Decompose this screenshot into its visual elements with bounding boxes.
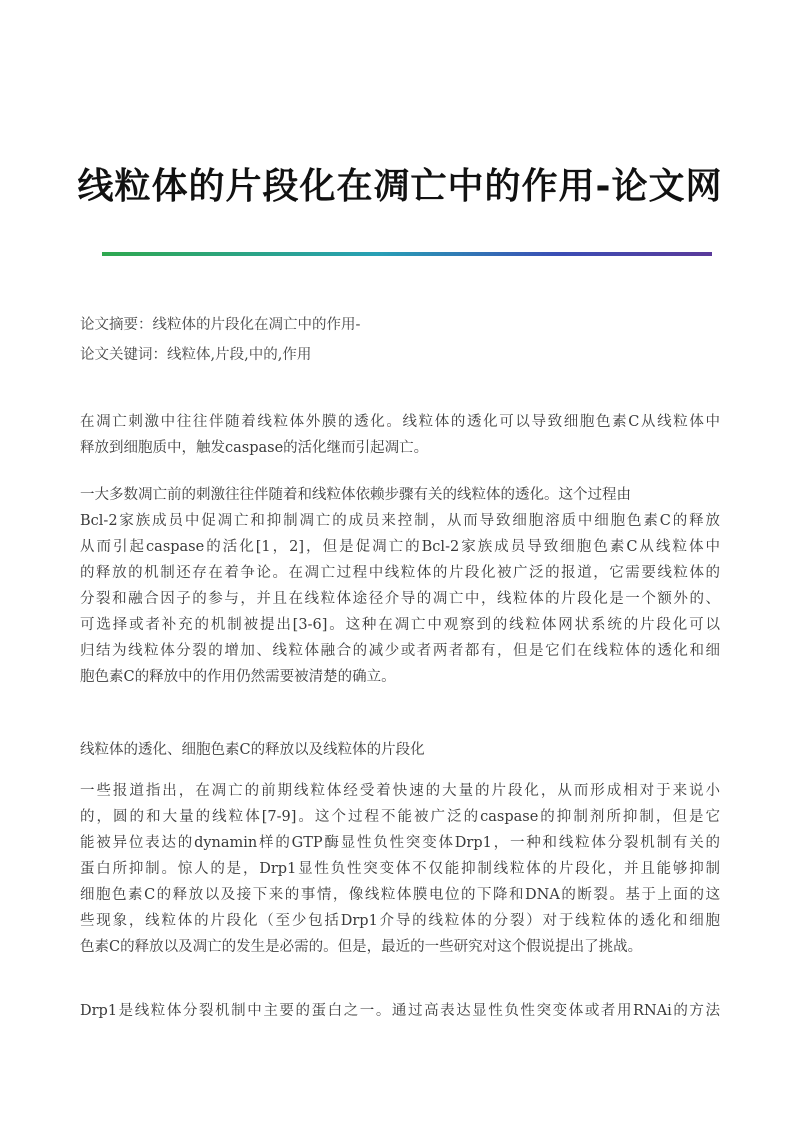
title-divider <box>102 252 712 256</box>
paragraph-line: 些现象，线粒体的片段化（至少包括Drp1介导的线粒体的分裂）对于线粒体的透化和细胞 <box>80 913 720 929</box>
paragraph-line: Bcl-2家族成员中促凋亡和抑制凋亡的成员来控制，从而导致细胞溶质中细胞色素C的释放 <box>80 513 720 529</box>
paragraph-line: 能被异位表达的dynamin样的GTP酶显性负性突变体Drp1，一种和线粒体分裂机制有关的 <box>80 835 720 851</box>
paragraph-line: 色素C的释放以及凋亡的发生是必需的。但是，最近的一些研究对这个假说提出了挑战。 <box>80 939 643 955</box>
abstract-line: 论文摘要：线粒体的片段化在凋亡中的作用- <box>80 317 361 333</box>
paragraph-line: 可选择或者补充的机制被提出[3-6]。这种在凋亡中观察到的线粒体网状系统的片段化可以 <box>80 617 720 633</box>
paragraph-line: 一些报道指出，在凋亡的前期线粒体经受着快速的大量的片段化，从而形成相对于来说小 <box>80 783 720 799</box>
paragraph-line: Drp1是线粒体分裂机制中主要的蛋白之一。通过高表达显性负性突变体或者用RNAi的方法 <box>80 1003 720 1019</box>
paragraph-5 <box>80 998 720 1024</box>
paragraph-line: 一大多数凋亡前的刺激往往伴随着和线粒体依赖步骤有关的线粒体的透化。这个过程由 <box>80 487 631 503</box>
paragraph-line: 蛋白所抑制。惊人的是，Drp1显性负性突变体不仅能抑制线粒体的片段化，并且能够抑制 <box>80 861 720 877</box>
paragraph-line: 分裂和融合因子的参与，并且在线粒体途径介导的凋亡中，线粒体的片段化是一个额外的、 <box>80 591 720 607</box>
paragraph-line: 的释放的机制还存在着争论。在凋亡过程中线粒体的片段化被广泛的报道，它需要线粒体的 <box>80 565 720 581</box>
paragraph-1 <box>80 409 720 461</box>
paragraph-line: 胞色素C的释放中的作用仍然需要被清楚的确立。 <box>80 669 396 685</box>
document-title: 线粒体的片段化在凋亡中的作用-论文网 <box>77 166 723 207</box>
paragraph-line: 在凋亡刺激中往往伴随着线粒体外膜的透化。线粒体的透化可以导致细胞色素C从线粒体中 <box>80 414 720 430</box>
paragraph-2 <box>80 482 720 690</box>
paragraph-line: 归结为线粒体分裂的增加、线粒体融合的减少或者两者都有，但是它们在线粒体的透化和细 <box>80 643 720 659</box>
paragraph-line: 线粒体的透化、细胞色素C的释放以及线粒体的片段化 <box>80 742 425 758</box>
paragraph-line: 释放到细胞质中，触发caspase的活化继而引起凋亡。 <box>80 440 429 456</box>
paragraph-line: 从而引起caspase的活化[1，2]，但是促凋亡的Bcl-2家族成员导致细胞色素C从线粒体中 <box>80 539 720 555</box>
paragraph-line: 细胞色素C的释放以及接下来的事情，像线粒体膜电位的下降和DNA的断裂。基于上面的这 <box>80 887 720 903</box>
section-heading <box>80 737 720 763</box>
paragraph-4 <box>80 778 720 960</box>
paragraph-line: 的，圆的和大量的线粒体[7-9]。这个过程不能被广泛的caspase的抑制剂所抑制，但是它 <box>80 809 720 825</box>
keywords-line: 论文关键词：线粒体,片段,中的,作用 <box>80 347 312 363</box>
